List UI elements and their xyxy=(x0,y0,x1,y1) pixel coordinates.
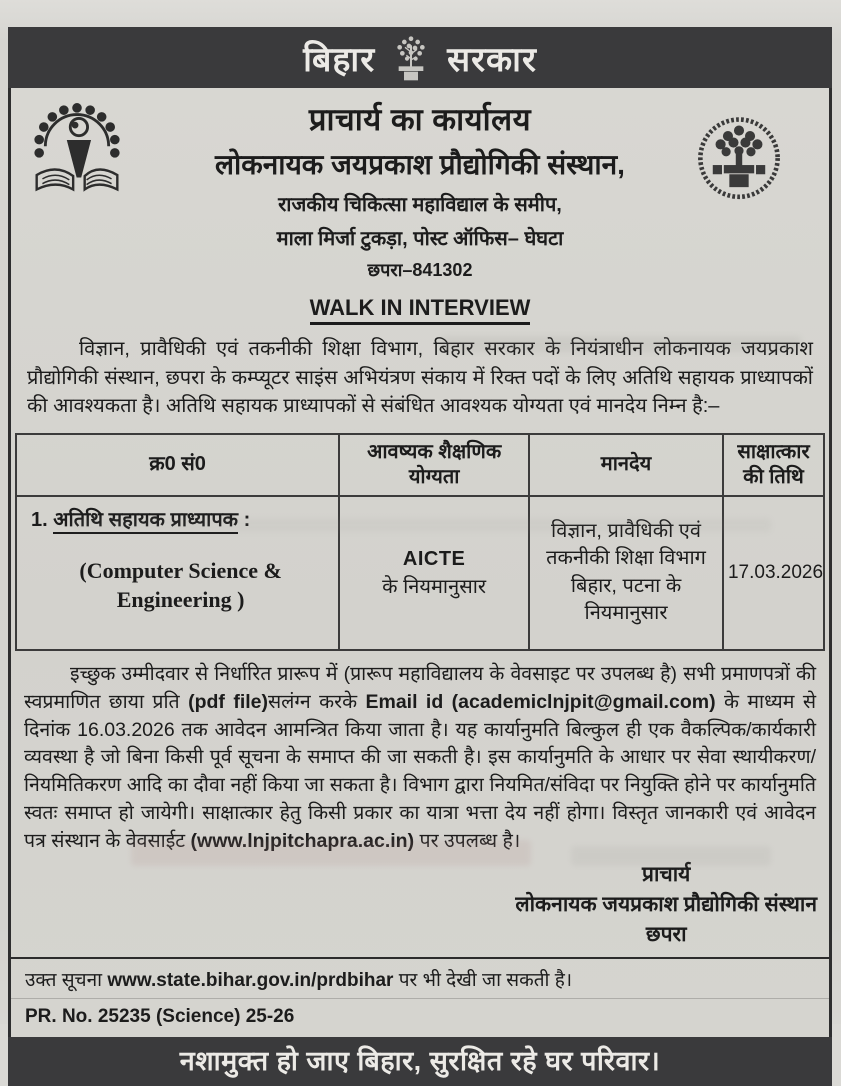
table-header-row xyxy=(16,434,824,496)
address-line-2: माला मिर्जा टुकड़ा, पोस्ट ऑफिस– घेघटा xyxy=(276,228,564,250)
post-number: 1. xyxy=(31,508,48,531)
vacancy-table xyxy=(15,433,825,651)
cell-honorarium: विज्ञान, प्रावैधिकी एवं तकनीकी शिक्षा विभाग बिहार, पटना के नियमानुसार xyxy=(529,496,723,650)
notice-body xyxy=(8,88,832,1037)
header-interview-date: साक्षात्कार की तिथि xyxy=(723,434,824,496)
details-paragraph: इच्छुक उम्मीदवार से निर्धारित प्रारूप में (प्रारूप महाविद्यालय के वेवसाइट पर उपलब्ध है) सभी प्रमाणपत्रों की स्वप्रमाणित छाया प्रति (pdf file)सलंग्न करके Email id (academiclnjpit@gmail.com) के माध्यम से दिनांक 16.03.2026 तक आवेदन आमन्त्रित किया जाता है। यह कार्यानुमति बिल्कुल ही एक वैकल्पिक/कार्यकारी व्यवस्था है जो बिना किसी पूर्व सूचना के समाप्त की जा सकती है। इस कार्यानुमति के आधार पर सेवा स्थायीकरण/नियमितिकरण आदि का दौवा नहीं किया जा सकता है। विभाग द्वारा नियमित/संविदा पर नियुक्ति होने पर कार्यानुमति स्वतः समाप्त हो जायेगी। साक्षात्कार हेतु किसी प्रकार का यात्रा भत्ता देय नहीं होगा। विस्तृत जानकारी एवं आवेदन पत्र संस्थान के वेवसाईट (www.lnjpitchapra.ac.in) पर उपलब्ध है। xyxy=(24,662,816,853)
banner-word-bihar: बिहार xyxy=(303,40,376,79)
pr-number: PR. No. 25235 (Science) 25-26 xyxy=(25,1006,295,1028)
top-banner xyxy=(8,27,832,88)
header-qualification: आवष्यक शैक्षणिक योग्यता xyxy=(339,434,529,496)
bottom-slogan-banner: नशामुक्त हो जाए बिहार, सुरक्षित रहे घर परिवार। xyxy=(8,1037,832,1086)
post-subtitle: (Computer Science & Engineering ) xyxy=(79,557,282,613)
signature-place: छपरा xyxy=(645,922,687,946)
address-line-1: राजकीय चिकित्सा महाविद्याल के समीप, xyxy=(278,194,562,216)
notice-title: WALK IN INTERVIEW xyxy=(11,295,829,325)
bodhi-tree-emblem-icon xyxy=(391,32,431,84)
cell-post: 1. अतिथि सहायक प्राध्यापक : (Computer Science & Engineering ) xyxy=(16,496,339,650)
intro-paragraph: विज्ञान, प्रावैधिकी एवं तकनीकी शिक्षा विभाग, बिहार सरकार के नियंत्राधीन लोकनायक जयप्रकाश प्रौद्योगिकी संस्थान, छपरा के कम्प्यूटर साइंस अभियंत्रण संकाय में रिक्त पदों के लिए अतिथि सहायक प्राध्यापकों की आवश्यकता है। अतिथि सहायक प्राध्यापकों से संबंधित आवश्यक योग्यता एवं मानदेय निम्न है:– xyxy=(27,338,813,418)
post-title: अतिथि सहायक प्राध्यापक xyxy=(53,509,238,534)
header-honorarium: मानदेय xyxy=(529,434,723,496)
header-serial-no: क्र0 सं0 xyxy=(16,434,339,496)
bihar-government-seal-icon xyxy=(693,114,785,206)
institute-name: लोकनायक जयप्रकाश प्रौद्योगिकी संस्थान, xyxy=(215,149,625,180)
table-row xyxy=(16,496,824,650)
signature-block xyxy=(515,860,817,949)
walk-in-interview-notice xyxy=(8,27,832,1077)
banner-word-sarkar: सरकार xyxy=(447,40,537,79)
office-title: प्राचार्य का कार्यालय xyxy=(308,102,532,137)
cell-qualification: AICTE के नियमानुसार xyxy=(339,496,529,650)
institute-logo-icon xyxy=(29,100,125,204)
footer-notice-line: उक्त सूचना www.state.bihar.gov.in/prdbihar पर भी देखी जा सकती है। xyxy=(25,970,573,992)
signature-designation: प्राचार्य xyxy=(642,862,691,886)
address-line-3: छपरा–841302 xyxy=(367,260,473,280)
cell-interview-date: 17.03.2026 xyxy=(723,496,824,650)
signature-institute: लोकनायक जयप्रकाश प्रौद्योगिकी संस्थान xyxy=(515,892,817,916)
